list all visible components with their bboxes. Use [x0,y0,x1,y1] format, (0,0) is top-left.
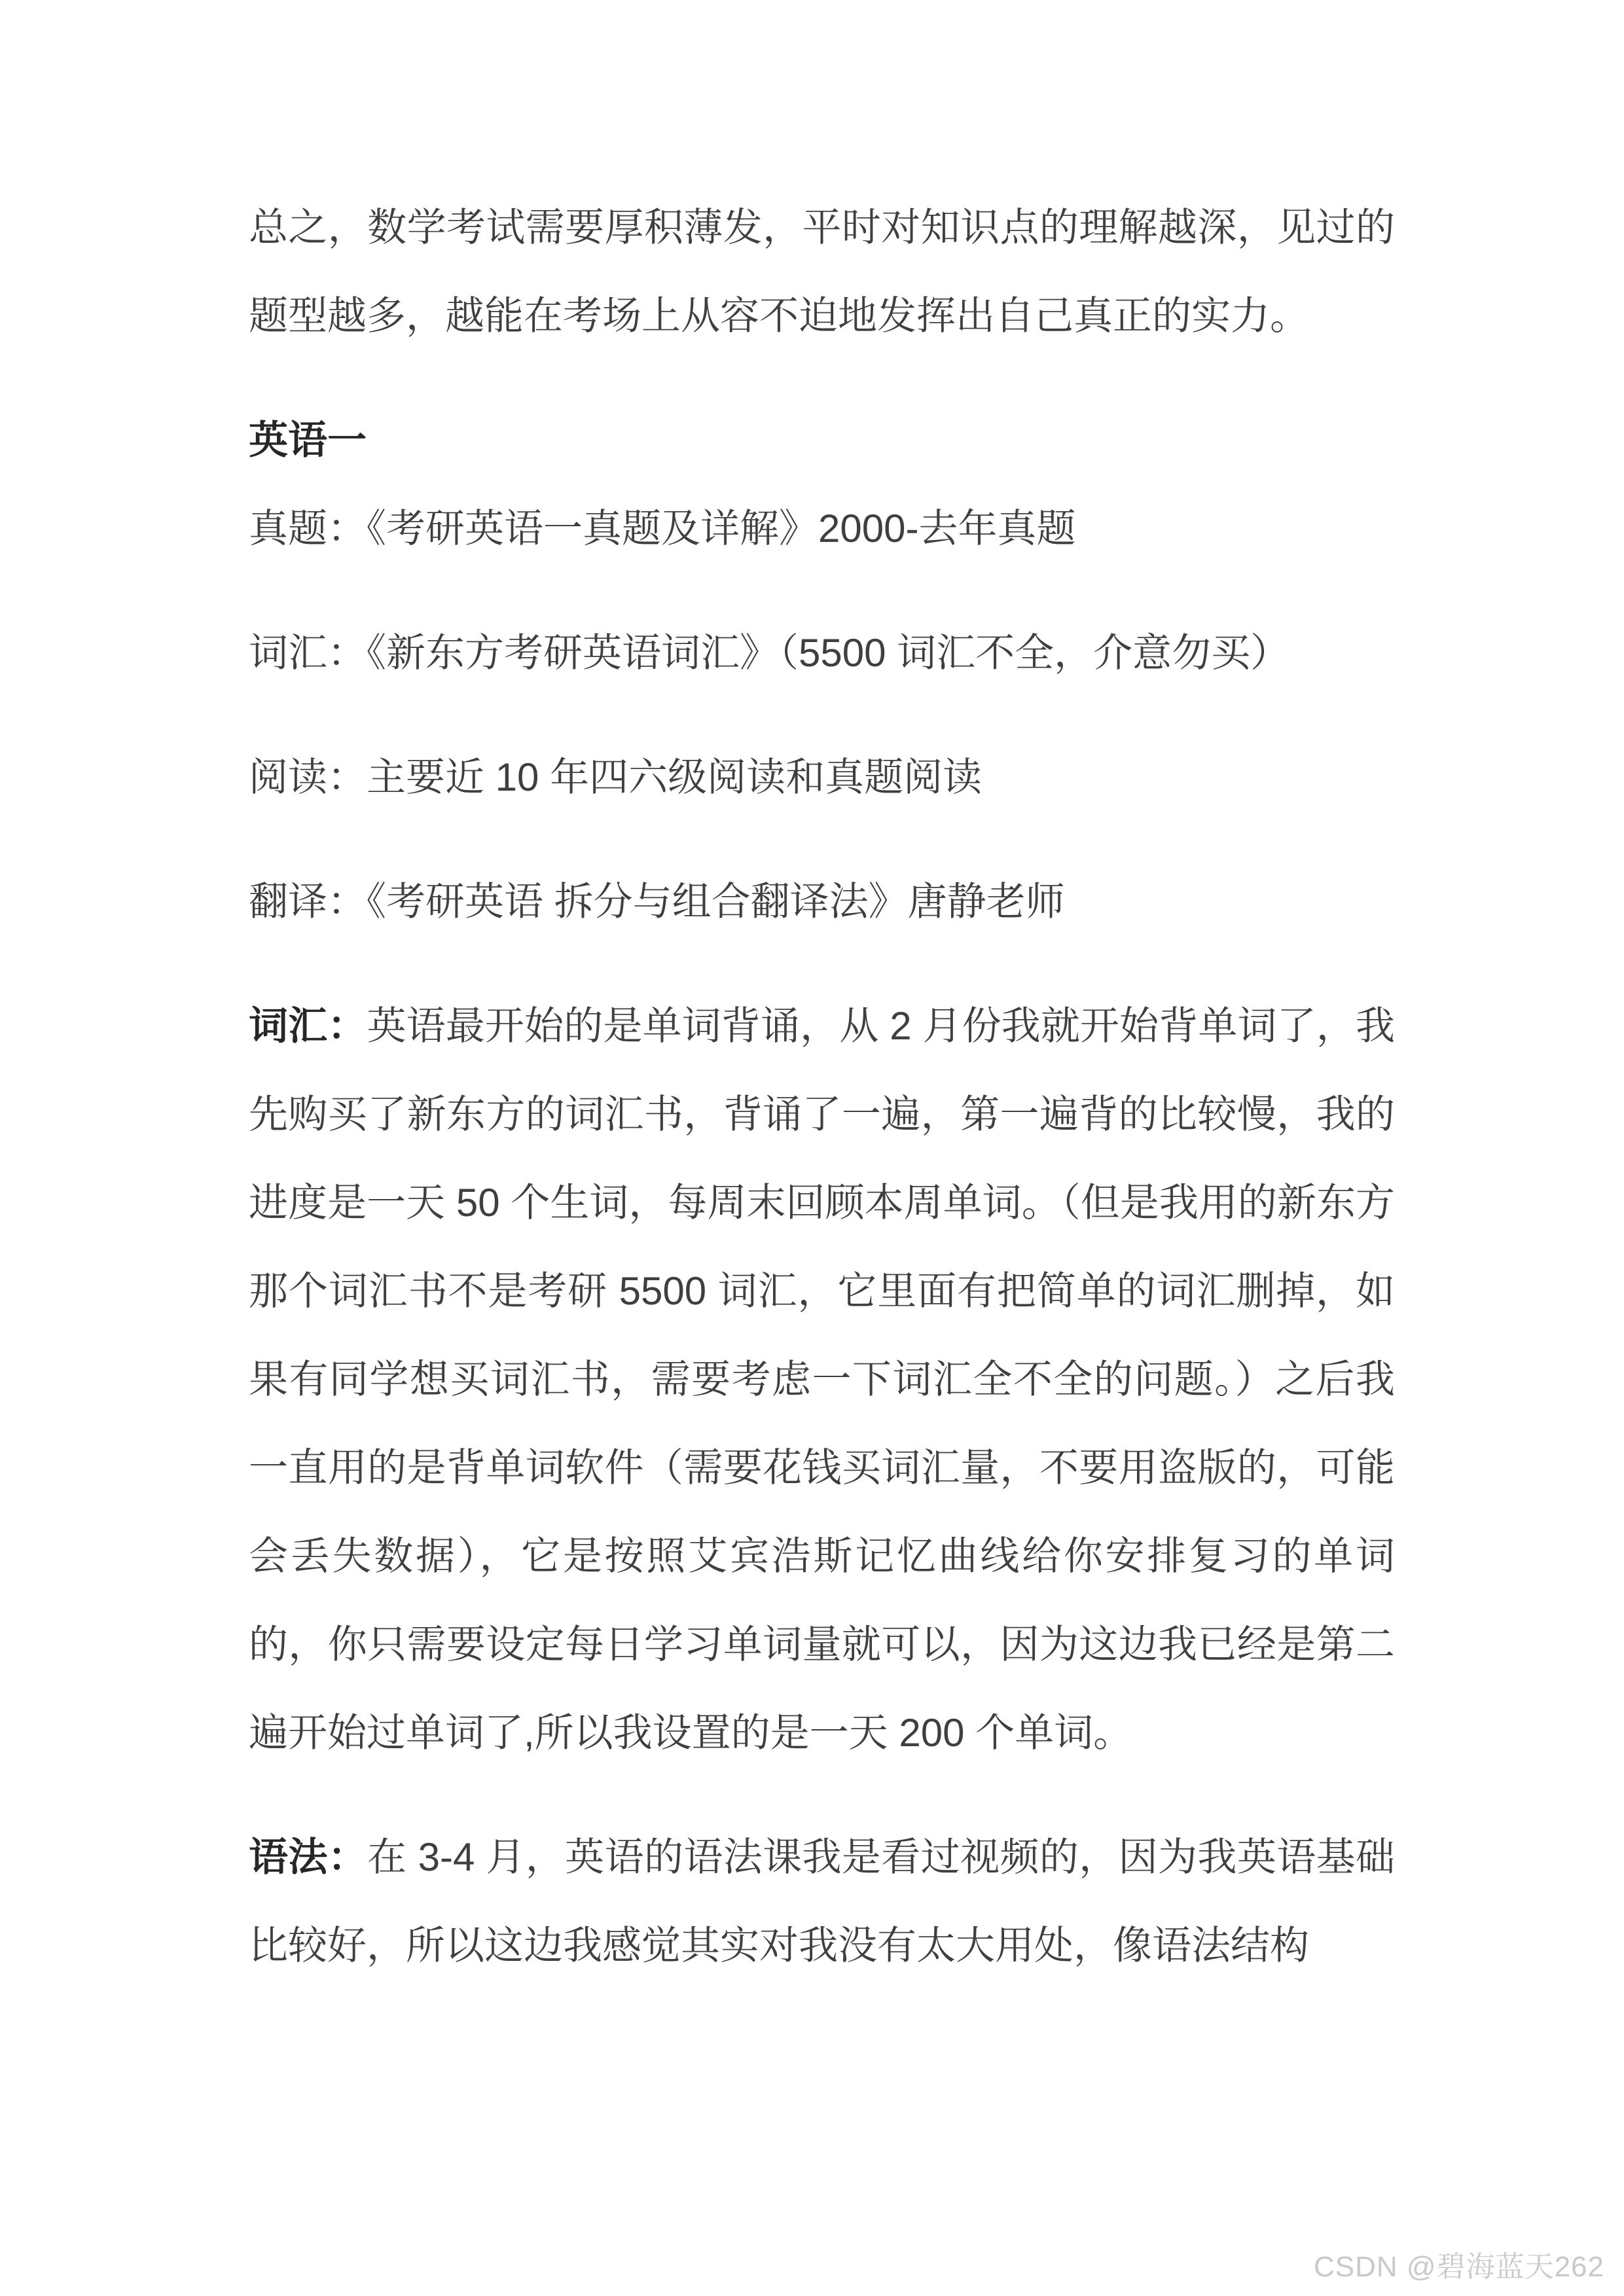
book-line-reading: 阅读：主要近 10 年四六级阅读和真题阅读 [249,755,983,799]
book-line-translation: 翻译：《考研英语 拆分与组合翻译法》唐静老师 [249,880,1065,924]
vocab-paragraph-body: 英语最开始的是单词背诵，从 2 月份我就开始背单词了，我先购买了新东方的词汇书，背诵了一遍，第一遍背的比较慢，我的进度是一天 50 个生词，每周末回顾本周单词。（但是我用的新东方那个词汇书不是考研 5500 词汇，它里面有把简单的词汇删掉，如果有同学想买词汇书，需要考虑一下词汇全不全的问题。）之后我一直用的是背单词软件（需要花钱买词汇量，不要用盗版的，可能会丢失数据），它是按照艾宾浩斯记忆曲线给你安排复习的单词的，你只需要设定每日学习单词量就可以，因为这边我已经是第二遍开始过单词了,所以我设置的是一天 200 个单词。 [249,1004,1395,1755]
grammar-paragraph-lead: 语法： [249,1835,368,1879]
vocab-paragraph [249,982,1395,1777]
csdn-watermark: CSDN @碧海蓝天262 [1314,2251,1604,2283]
grammar-paragraph-body: 在 3-4 月，英语的语法课我是看过视频的，因为我英语基础比较好，所以这边我感觉其实对我没有太大用处，像语法结构 [249,1835,1395,1967]
intro-paragraph: 总之，数学考试需要厚积薄发，平时对知识点的理解越深，见过的题型越多，越能在考场上从容不迫地发挥出自己真正的实力。 [249,206,1395,338]
book-line-vocabulary: 词汇：《新东方考研英语词汇》（5500 词汇不全，介意勿买） [249,631,1290,675]
vocab-paragraph-lead: 词汇： [249,1004,367,1048]
grammar-paragraph [249,1813,1395,1990]
section-heading-english-one: 英语一 [249,418,367,462]
book-line-real-exams: 真题：《考研英语一真题及详解》2000-去年真题 [249,507,1076,550]
